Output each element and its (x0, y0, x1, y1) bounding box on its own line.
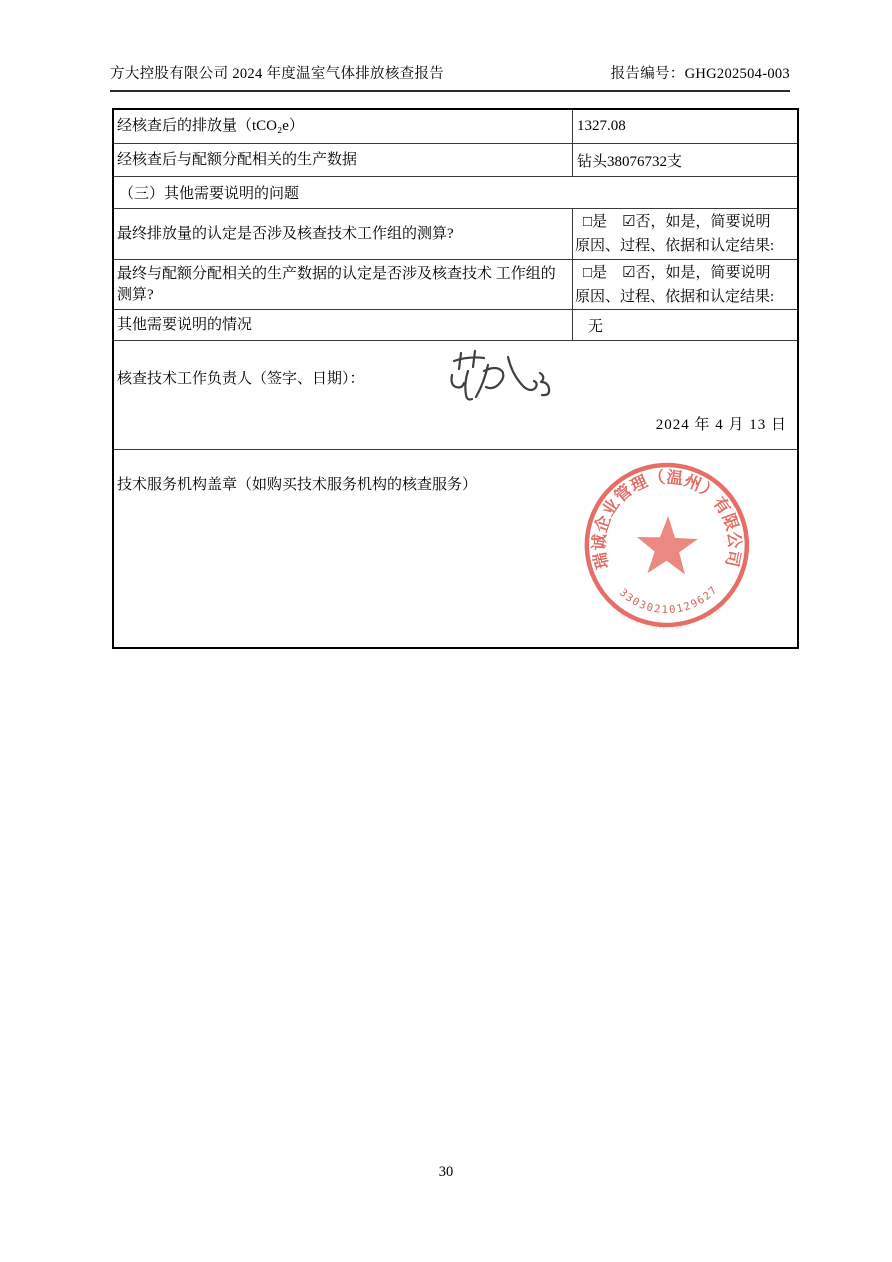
table-row-question1 (114, 209, 797, 260)
signature-cell (114, 341, 797, 449)
signature-label: 核查技术工作负责人（签字、日期）： (117, 371, 365, 387)
report-number: 报告编号：GHG202504-003 (610, 66, 790, 82)
table-row-production (114, 144, 797, 177)
page-number: 30 (438, 1164, 454, 1180)
signature-date: 2024 年 4 月 13 日 (655, 417, 787, 433)
table-row-emission (114, 110, 797, 144)
production-label: 经核查后与配额分配相关的生产数据 (114, 144, 573, 176)
verification-table (112, 108, 799, 649)
signature-handwriting (444, 349, 562, 413)
question1-checkboxes (574, 210, 796, 234)
checkbox-yes-unchecked: □是 (583, 214, 608, 230)
table-row-question2 (114, 260, 797, 310)
question1-answer (573, 209, 797, 259)
stamp-registration-number: 33030210129627 (616, 583, 721, 617)
question1-answer-line2: 原因、过程、依据和认定结果: (575, 238, 775, 254)
stamp-ghost-text: 瑞诚企业管理（温州）有限公司 (617, 597, 730, 632)
stamp-label: 技术服务机构盖章（如购买技术服务机构的核查服务） (117, 477, 478, 493)
other-label: 其他需要说明的情况 (114, 310, 573, 340)
question2-checkboxes (574, 261, 796, 285)
question2-answer (573, 260, 797, 309)
section-header: （三）其他需要说明的问题 (119, 186, 300, 202)
table-row-stamp (114, 450, 797, 647)
production-value: 钻头38076732支 (577, 153, 683, 170)
emission-value: 1327.08 (577, 118, 626, 134)
other-value: 无 (588, 318, 604, 335)
checkbox-yes-unchecked: □是 (583, 264, 608, 281)
company-stamp (582, 462, 752, 632)
table-row-section (114, 177, 797, 209)
stamp-cell (114, 450, 797, 647)
table-row-other (114, 310, 797, 341)
checkbox-no-checked: ☑否，如是，简要说明 (622, 264, 771, 281)
emission-label: 经核查后的排放量（tCO₂e） (114, 110, 573, 143)
question2-answer-line2: 原因、过程、依据和认定结果: (575, 288, 775, 305)
document-title: 方大控股有限公司 2024 年度温室气体排放核查报告 (110, 66, 445, 82)
table-row-signature (114, 341, 797, 450)
stamp-star-icon (636, 515, 699, 575)
question2-label: 最终与配额分配相关的生产数据的认定是否涉及核查技术 工作组的测算? (114, 260, 573, 309)
question1-label: 最终排放量的认定是否涉及核查技术工作组的测算? (114, 209, 573, 259)
checkbox-no-checked: ☑否，如是，简要说明 (622, 214, 771, 230)
stamp-company-name: 瑞诚企业管理（温州）有限公司 (589, 467, 745, 571)
page-header (110, 62, 790, 92)
